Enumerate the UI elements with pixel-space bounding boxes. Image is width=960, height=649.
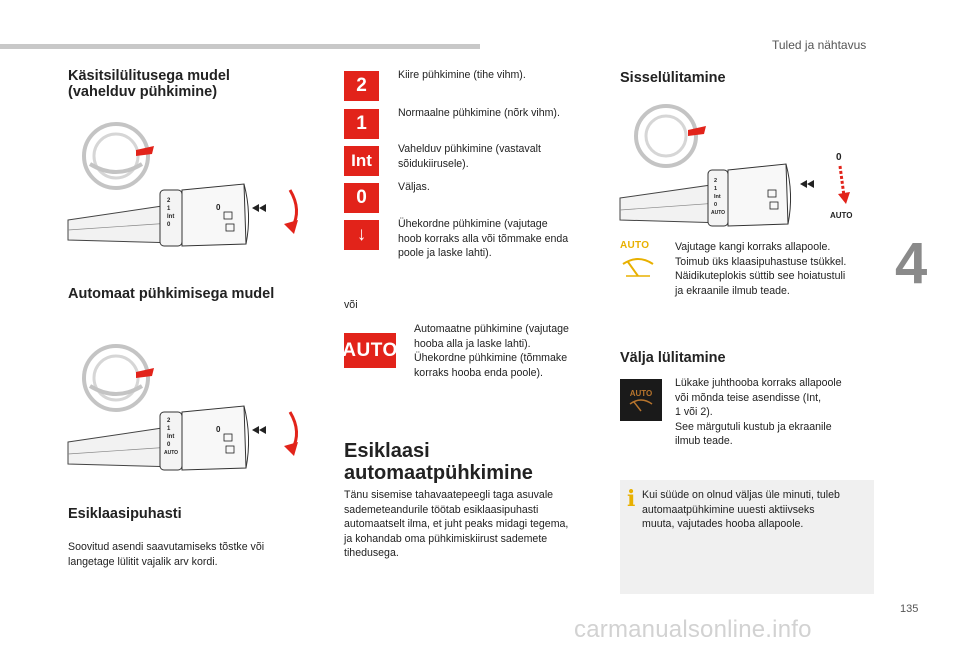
position-1-icon: 1 [344,109,379,139]
stalk-mark: 1 [167,206,171,212]
rewind-icon [252,204,266,212]
rewind-icon [252,426,266,434]
page-number: 135 [900,603,919,615]
auto-indicator-label: AUTO [620,240,650,251]
stalk-mark: 1 [167,426,171,432]
stalk-mark: Int [167,434,175,440]
stalk-mark: 2 [714,178,718,184]
position-2-desc: Kiire pühkimine (tihe vihm). [398,69,526,81]
stalk-mark: AUTO [164,450,179,456]
wiper-stalk [620,164,791,226]
position-int-icon: Int [344,146,379,176]
heading-auto-wiping: Esiklaasi automaatpühkimine [344,440,533,484]
wiper-stalk [68,184,249,246]
heading-switch-on: Sisselülitamine [620,70,726,86]
info-icon: i [627,486,636,512]
stalk-mark: 0 [216,425,221,434]
wiper-stalk [68,406,249,470]
diagram-label-0: 0 [836,152,842,163]
diagram-label-auto: AUTO [830,211,853,220]
stalk-mark: 0 [167,442,171,448]
header-rule [0,44,480,49]
heading-washer: Esiklaasipuhasti [68,506,182,522]
heading-manual-model: Käsitsilülitusega mudel (vahelduv pühkimine) [68,68,230,100]
dashed-arrow-icon [840,166,844,196]
heading-switch-off: Välja lülitamine [620,350,726,366]
steering-wheel-icon [636,106,706,166]
stalk-diagram-manual [66,120,318,250]
stalk-mark: 2 [167,418,171,424]
position-0-icon: 0 [344,183,379,213]
stalk-diagram-switch-on [618,104,864,232]
or-text: või [344,299,358,311]
switch-off-text: Lükake juhthooba korraks allapoole või mõnda teise asendisse (Int, 1 või 2). See märgutuli kustub ja ekraanile ilmub teade. [675,377,842,448]
position-1-desc: Normaalne pühkimine (nõrk vihm). [398,107,560,119]
info-note-text: Kui süüde on olnud väljas üle minuti, tuleb automaatpühkimine uuesti aktiivseks muuta, vajutades hooba allapoole. [642,489,840,531]
position-0-desc: Väljas. [398,181,430,193]
stalk-mark: Int [167,214,175,220]
rewind-icon [800,180,814,188]
steering-wheel-icon [84,346,154,410]
wiper-warning-icon [620,256,656,280]
down-arrow-icon: ↓ [344,220,379,250]
stalk-mark: Int [714,194,721,200]
position-int-desc: Vahelduv pühkimine (vastavalt sõidukiirusele). [398,143,541,170]
steering-wheel-icon [84,124,154,188]
watermark: carmanualsonline.info [574,616,812,643]
single-wipe-desc: Ühekordne pühkimine (vajutage hoob korraks alla või tõmmake enda poole ja laske lahti). [398,218,569,260]
auto-off-icon: AUTO [620,379,662,421]
stalk-mark: AUTO [711,210,726,216]
stalk-mark: 0 [714,202,718,208]
stalk-diagram-auto [66,342,318,474]
section-title: Tuled ja nähtavus [772,38,867,52]
stalk-mark: 0 [167,222,171,228]
switch-on-text: Vajutage kangi korraks allapoole. Toimub üks klaasipuhastuse tsükkel. Näidikuteplokis süttib see hoiatustuli ja ekraanile ilmub teade. [675,241,847,297]
wiper-icon [628,398,654,412]
stalk-mark: 0 [216,203,221,212]
stalk-mark: 1 [714,186,718,192]
stalk-mark: 2 [167,198,171,204]
position-2-icon: 2 [344,71,379,101]
heading-auto-model: Automaat pühkimisega mudel [68,286,275,302]
auto-wiping-text: Tänu sisemise tahavaatepeegli taga asuvale sademeteandurile töötab esiklaasipuhasti automaatselt ilma, et juht peaks midagi tegema, ja kohandab oma pühkimiskiirust sademete tihedusega. [344,489,569,560]
auto-position-icon: AUTO [344,333,396,368]
washer-text: Soovitud asendi saavutamiseks tõstke või langetage lülitit vajalik arv kordi. [68,541,265,568]
chapter-number: 4 [895,231,928,296]
auto-position-desc: Automaatne pühkimine (vajutage hooba alla ja laske lahti). Ühekordne pühkimine (tõmmake korraks hooba enda poole). [414,323,569,379]
